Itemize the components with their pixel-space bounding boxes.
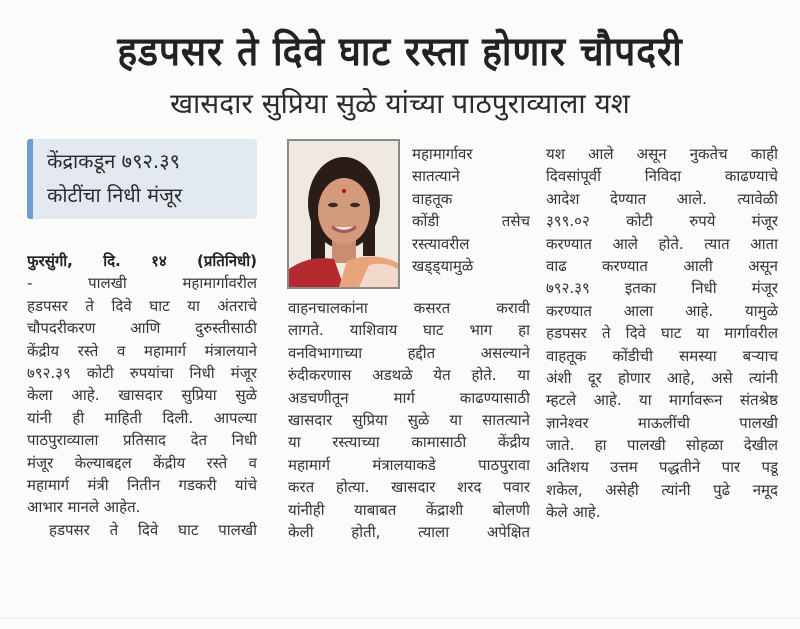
text-line: ३९९.०२ कोटी रुपये मंजूर [546, 212, 778, 231]
text-line: रुंदीकरणास अडथळे येत होते. या [288, 366, 530, 385]
highlight-line: कोटींचा निधी मंजूर [47, 183, 183, 207]
text-line: खासदार सुप्रिया सुळे या सातत्याने [288, 410, 530, 429]
text-line: म्हटले आहे. या मार्गावरून संतश्रेष्ठ [546, 391, 778, 410]
text-line: मंजूर केल्याबद्दल केंद्रीय रस्ते व [27, 453, 257, 472]
text-line: करण्यात आले होते. त्यात आता [546, 234, 778, 253]
text-line: अतिशय उत्तम पद्धतीने पार पडू [546, 458, 778, 477]
dateline: फुरसुंगी, दि. १४ (प्रतिनिधी) [27, 252, 257, 270]
text-line: करत होत्या. खासदार शरद पवार [288, 478, 530, 497]
text-line: हडपसर ते दिवे घाट पालखी [49, 520, 257, 539]
text-line: महामार्गावर [412, 145, 473, 163]
text-line: या रस्त्याच्या कामासाठी केंद्रीय [288, 433, 530, 452]
text-line: महामार्ग मंत्री नितीन गडकरी यांचे [27, 475, 257, 494]
article-column-2 [288, 297, 530, 543]
text-line: वाहतूक [412, 189, 453, 208]
text-line: शकेल, असेही त्यांनी पुढे नमूद [546, 480, 778, 499]
text-line: वनविभागाच्या हद्दीत असल्याने [288, 343, 530, 362]
text-line: लागते. याशिवाय घाट भाग हा [288, 321, 530, 340]
text-line: अंशी दूर होणार आहे, असे त्यांनी [546, 368, 778, 387]
text-line: वाढ करण्यात आली असून [546, 256, 778, 275]
text-line: यश आले असून नुकतेच काही [546, 145, 778, 163]
text-line: खड्ड्यामुळे [412, 256, 474, 275]
highlight-line: केंद्राकडून ७९२.३९ [47, 149, 181, 173]
text-line: केंद्रीय रस्ते व महामार्ग मंत्रालयाने [27, 341, 257, 360]
portrait-photo [287, 139, 400, 289]
text-line: ७९२.३९ इतका निधी मंजूर [546, 279, 778, 298]
text-line: यांनी ही माहिती दिली. आपल्या [27, 408, 257, 427]
text-line: केला आहे. खासदार सुप्रिया सुळे [27, 386, 257, 405]
subheadline: खासदार सुप्रिया सुळे यांच्या पाठपुराव्याला यश [170, 87, 630, 120]
text-line: रस्त्यावरील [412, 234, 470, 253]
bottom-divider [0, 618, 800, 619]
article-column-2-side [412, 143, 530, 277]
portrait-image [289, 141, 398, 287]
text-line: अडचणीतून मार्ग काढण्यासाठी [288, 388, 530, 407]
article-column-3 [546, 143, 778, 524]
article-column-1 [27, 250, 257, 541]
text-line: यांनीही याबाबत केंद्राशी बोलणी [288, 500, 530, 519]
text-line: आदेश देण्यात आले. त्यावेळी [546, 189, 778, 208]
text-line: - पालखी महामार्गावरील [27, 274, 257, 293]
text-line: जाते. हा पालखी सोहळा देखील [546, 436, 778, 455]
text-line: केली होती, त्याला अपेक्षित [288, 522, 530, 541]
text-line: वाहतूक कोंडीची समस्या बऱ्याच [546, 346, 778, 365]
text-line: पाठपुराव्याला प्रतिसाद देत निधी [27, 431, 257, 450]
text-line: करण्यात आला आहे. यामुळे [546, 301, 778, 320]
text-line: हडपसर ते दिवे घाट या अंतराचे [27, 296, 257, 315]
text-line: ७९२.३९ कोटी रुपयांचा निधी मंजूर [27, 363, 257, 382]
text-line: केले आहे. [546, 503, 601, 522]
text-line: महामार्ग मंत्रालयाकडे पाठपुरावा [288, 455, 530, 474]
text-line: दिवसांपूर्वी निविदा काढण्याचे [546, 167, 778, 186]
text-line: आभार मानले आहेत. [27, 498, 141, 517]
text-line: हडपसर ते दिवे घाट या मार्गावरील [546, 324, 778, 343]
text-line: वाहनचालकांना कसरत करावी [288, 299, 530, 317]
highlight-box [27, 139, 257, 219]
text-line: चौपदरीकरण आणि दुरुस्तीसाठी [27, 319, 257, 338]
text-line: सातत्याने [412, 167, 460, 186]
headline: हडपसर ते दिवे घाट रस्ता होणार चौपदरी [117, 29, 683, 75]
text-line: ज्ञानेश्वर माऊलींची पालखी [546, 413, 778, 432]
text-line: कोंडी तसेच [412, 212, 530, 231]
